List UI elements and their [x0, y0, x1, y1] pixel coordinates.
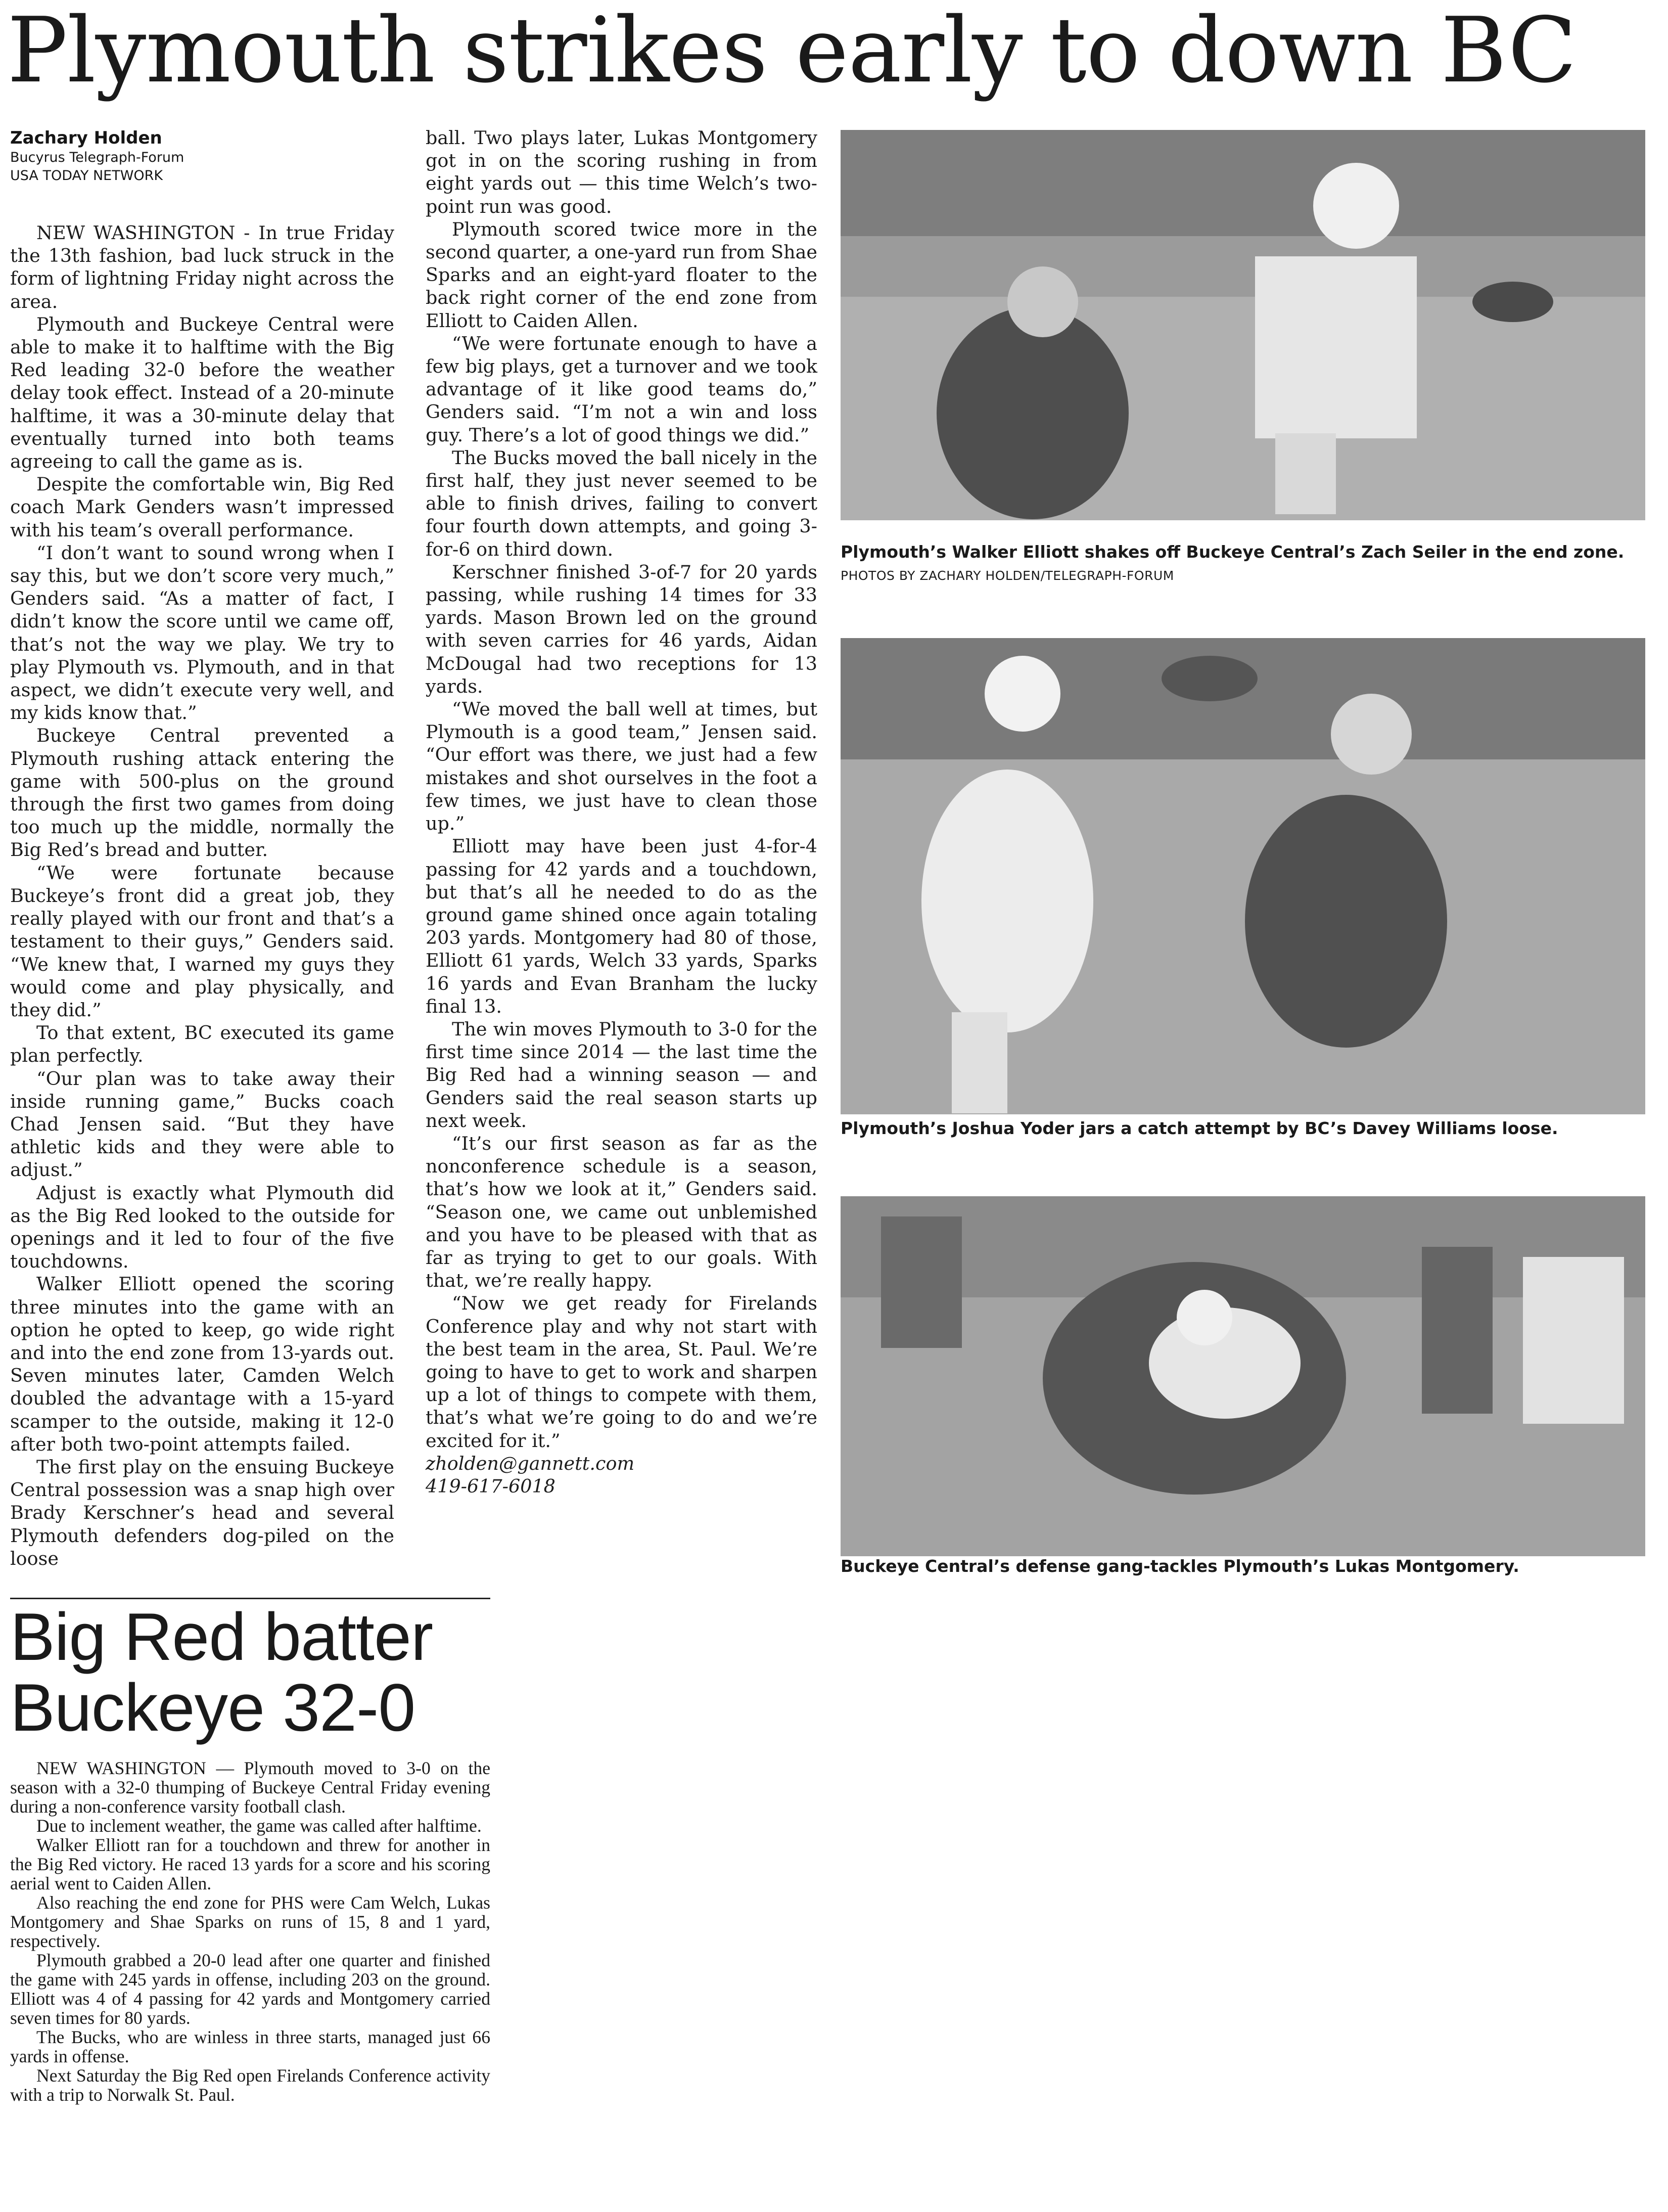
author-network: USA TODAY NETWORK	[10, 168, 163, 184]
article-paragraph: “Our plan was to take away their inside running game,” Bucks coach Chad Jensen said. “But they have athletic kids and they were able to adjust.”	[10, 1067, 394, 1181]
photo-caption-2	[841, 1117, 1649, 1140]
article-paragraph-continued: ball. Two plays later, Lukas Montgomery got in on the scoring rushing in from eight yards out — this time Welch’s two-point run was good.	[426, 127, 817, 217]
photo-caption-text: Plymouth’s Joshua Yoder jars a catch attempt by BC’s Davey Williams loose.	[841, 1118, 1558, 1138]
brief-paragraph: The Bucks, who are winless in three starts, managed just 66 yards in offense.	[10, 2027, 490, 2066]
article-paragraph: To that extent, BC executed its game plan perfectly.	[10, 1022, 394, 1067]
brief-article	[10, 1758, 490, 2104]
article-paragraph: “We were fortunate enough to have a few big plays, get a turnover and we took advantage of it like good teams do,” Genders said. “I’m not a win and loss guy. There’s a lot of good things we did.”	[426, 332, 817, 446]
article-paragraph: Plymouth scored twice more in the second quarter, a one-yard run from Shae Sparks and an eight-yard floater to the back right corner of the end zone from Elliott to Caiden Allen.	[426, 218, 817, 332]
author-email: zholden@gannett.com	[426, 1452, 635, 1474]
article-paragraph: Buckeye Central prevented a Plymouth rushing attack entering the game with 500-plus on the ground through the first two games from doing too much up the middle, normally the Big Red’s bread and butter.	[10, 725, 394, 861]
article-paragraph: Walker Elliott opened the scoring three minutes into the game with an option he opted to keep, go wide right and into the end zone from 13-yards out. Seven minutes later, Camden Welch doubled the advantage with a 15-yard scamper to the outside, making it 12-0 after both two-point attempts failed.	[10, 1273, 394, 1455]
article-paragraph: Despite the comfortable win, Big Red coach Mark Genders wasn’t impressed with his team’s overall performance.	[10, 473, 394, 541]
article-paragraph: NEW WASHINGTON - In true Friday the 13th fashion, bad luck struck in the form of lightning Friday night across the area.	[10, 222, 394, 312]
article-paragraph: “I don’t want to sound wrong when I say this, but we don’t score very much,” Genders said. “As a matter of fact, I didn’t know the score until we came off, that’s not the way we play. We try to play Plymouth vs. Plymouth, and in that aspect, we didn’t execute very well, and my kids know that.”	[10, 541, 394, 724]
article-paragraph: “We moved the ball well at times, but Plymouth is a good team,” Jensen said. “Our effort was there, we just had a few mistakes and shot ourselves in the foot a few times, we just have to clean those up.”	[426, 698, 817, 835]
article-paragraph: Elliott may have been just 4-for-4 passing for 42 yards and a touchdown, but that’s all he needed to do as the ground game shined once again totaling 203 yards. Montgomery had 80 of those, Elliott 61 yards, Welch 33 yards, Sparks 16 yards and Evan Branham the lucky final 13.	[426, 835, 817, 1017]
article-paragraph: “We were fortunate because Buckeye’s front did a great job, they really played with our front and that’s a testament to their guys,” Genders said. “We knew that, I warned my guys they would come and play physically, and they did.”	[10, 862, 394, 1021]
article-paragraph: “Now we get ready for Firelands Conference play and why not start with the best team in the area, St. Paul. We’re going to have to get to work and sharpen up a lot of things to compete with them, that’s what we’re going to do and we’re excited for it.”	[426, 1292, 817, 1452]
byline	[10, 127, 414, 185]
section-divider	[10, 1598, 490, 1599]
brief-headline	[10, 1602, 495, 1743]
article-paragraph: “It’s our first season as far as the nonconference schedule is a season, that’s how we look at it,” Genders said. “Season one, we came out unblemished and you have to be pleased with that as far as trying to get to our goals. With that, we’re really happy.	[426, 1132, 817, 1292]
brief-paragraph: NEW WASHINGTON — Plymouth moved to 3-0 on the season with a 32-0 thumping of Buckeye Central Friday evening during a non-conference varsity football clash.	[10, 1758, 490, 1817]
brief-paragraph: Walker Elliott ran for a touchdown and threw for another in the Big Red victory. He raced 13 yards for a score and his scoring aerial went to Caiden Allen.	[10, 1835, 490, 1893]
article-column-2	[426, 126, 817, 1498]
photo-caption-1	[841, 541, 1649, 587]
author-phone: 419-617-6018	[426, 1475, 555, 1497]
brief-headline-line-2: Buckeye 32-0	[10, 1671, 415, 1745]
article-column-1	[10, 221, 394, 1570]
article-paragraph: Plymouth and Buckeye Central were able to make it to halftime with the Big Red leading 32-0 before the weather delay took effect. Instead of a 20-minute halftime, it was a 30-minute delay that eventually turned into both teams agreeing to call the game as is.	[10, 313, 394, 473]
photo-caption-text: Buckeye Central’s defense gang-tackles Plymouth’s Lukas Montgomery.	[841, 1556, 1519, 1576]
football-photo-2	[841, 638, 1645, 1114]
article-paragraph: Adjust is exactly what Plymouth did as the Big Red looked to the outside for openings and it led to four of the five touchdowns.	[10, 1182, 394, 1273]
article-paragraph: Kerschner finished 3-of-7 for 20 yards passing, while rushing 14 times for 33 yards. Mason Brown led on the ground with seven carries for 46 yards, Aidan McDougal had two receptions for 13 yards.	[426, 561, 817, 697]
brief-headline-line-1: Big Red batter	[10, 1600, 433, 1675]
photo-caption-text: Plymouth’s Walker Elliott shakes off Buckeye Central’s Zach Seiler in the end zone.	[841, 542, 1625, 562]
page-headline: Plymouth strikes early to down BC	[7, 0, 1577, 103]
football-photo-1	[841, 130, 1645, 520]
brief-paragraph: Next Saturday the Big Red open Firelands Conference activity with a trip to Norwalk St. Paul.	[10, 2065, 490, 2105]
article-paragraph: The win moves Plymouth to 3-0 for the first time since 2014 — the last time the Big Red had a winning season — and Genders said the real season starts up next week.	[426, 1018, 817, 1132]
photo-caption-3	[841, 1555, 1649, 1577]
brief-paragraph: Also reaching the end zone for PHS were Cam Welch, Lukas Montgomery and Shae Sparks on runs of 15, 8 and 1 yard, respectively.	[10, 1892, 490, 1951]
article-paragraph: The first play on the ensuing Buckeye Central possession was a snap high over Brady Kerschner’s head and several Plymouth defenders dog-piled on the loose	[10, 1456, 394, 1569]
article-paragraph: The Bucks moved the ball nicely in the first half, they just never seemed to be able to finish drives, failing to convert four fourth down attempts, and going 3-for-6 on third down.	[426, 446, 817, 560]
brief-paragraph: Due to inclement weather, the game was called after halftime.	[36, 1816, 482, 1836]
brief-paragraph: Plymouth grabbed a 20-0 lead after one quarter and finished the game with 245 yards in offense, including 203 on the ground. Elliott was 4 of 4 passing for 42 yards and Montgomery carried seven times for 80 yards.	[10, 1950, 490, 2028]
author-outlet: Bucyrus Telegraph-Forum	[10, 150, 184, 165]
photo-credit: PHOTOS BY ZACHARY HOLDEN/TELEGRAPH-FORUM	[841, 568, 1174, 583]
author-name: Zachary Holden	[10, 128, 162, 148]
football-photo-3	[841, 1196, 1645, 1556]
